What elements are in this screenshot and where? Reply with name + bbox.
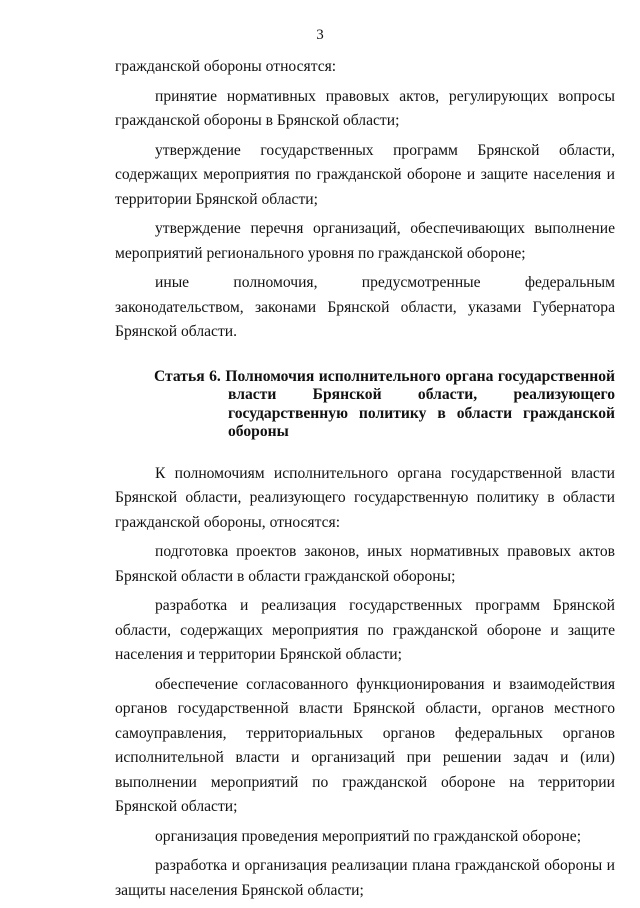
page-number: 3 xyxy=(316,27,324,43)
article-heading: Статья 6. Полномочия исполнительного органа государственной власти Брянской области, реализующего государственную политику в области гражданской обороны xyxy=(154,367,615,440)
executive-power-item: обеспечение согласованного функционирования и взаимодействия органов государственной власти Брянской области, органов местного самоуправления, территориальных органов федеральных органов исполнительной власти и организаций при решении задач и (или) выполнении мероприятий по гражданской обороне на территории Брянской области; xyxy=(115,675,615,815)
executive-power-item: разработка и реализация государственных программ Брянской области, содержащих мероприятия по гражданской обороне и защите населения и территории Брянской области; xyxy=(115,597,615,663)
article-intro: К полномочиям исполнительного органа государственной власти Брянской области, реализующего государственную политику в области гражданской обороны, относятся: xyxy=(115,464,615,531)
executive-power-item: подготовка проектов законов, иных нормативных правовых актов Брянской области в области гражданской обороны; xyxy=(115,543,615,585)
regional-power-item: иные полномочия, предусмотренные федеральным законодательством, законами Брянской области, указами Губернатора Брянской области. xyxy=(115,274,615,340)
executive-power-item: разработка и организация реализации плана гражданской обороны и защиты населения Брянской области; xyxy=(115,857,615,899)
regional-power-item: принятие нормативных правовых актов, регулирующих вопросы гражданской обороны в Брянской области; xyxy=(115,87,615,129)
document-body xyxy=(115,55,615,908)
regional-power-item: утверждение перечня организаций, обеспечивающих выполнение мероприятий регионального уровня по гражданской обороне; xyxy=(115,220,615,262)
regional-power-item: утверждение государственных программ Брянской области, содержащих мероприятия по гражданской обороне и защите населения и территории Брянской области; xyxy=(115,141,615,208)
executive-power-item: организация проведения мероприятий по гражданской обороне; xyxy=(155,827,582,845)
intro-tail: гражданской обороны относятся: xyxy=(115,58,337,75)
